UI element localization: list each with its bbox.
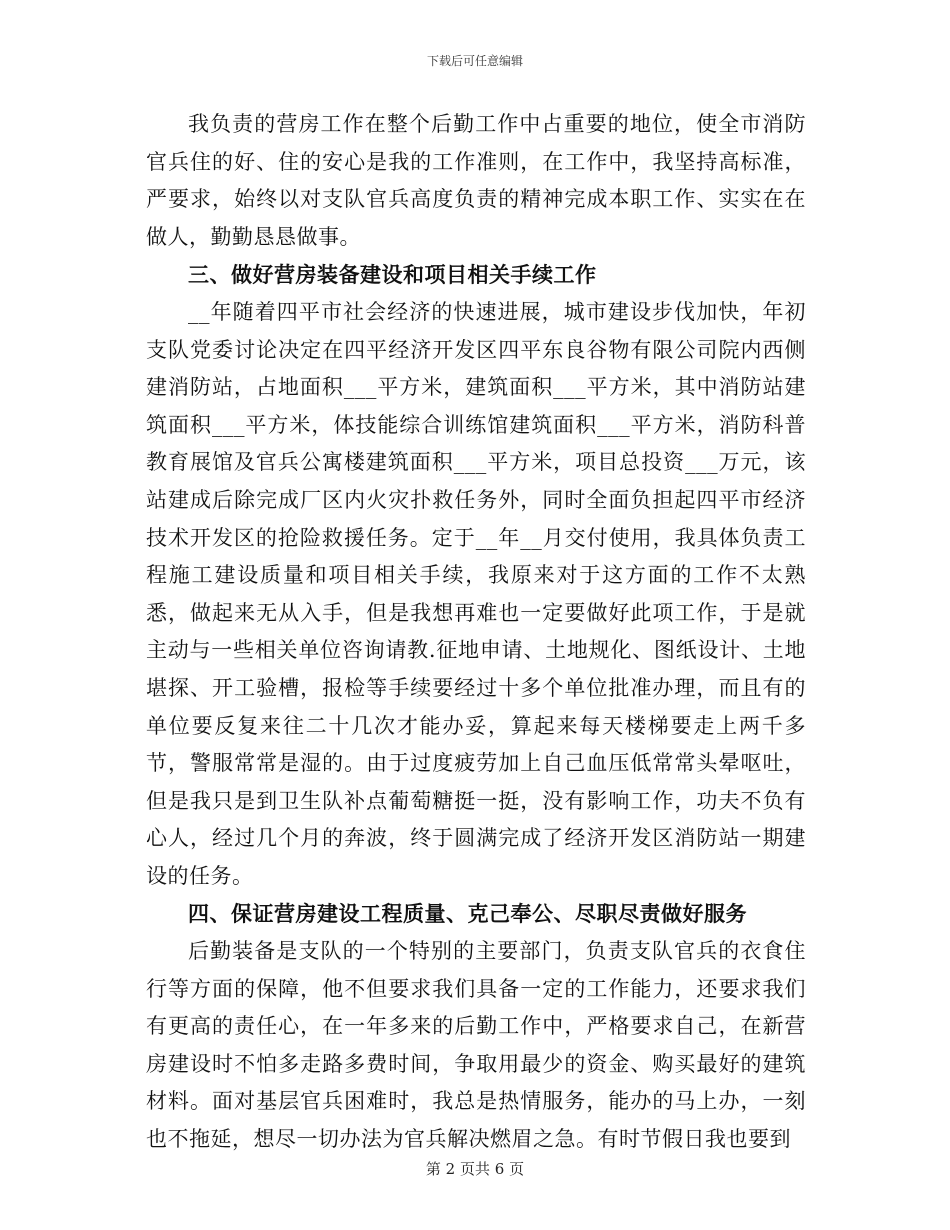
document-body (146, 106, 806, 1159)
page-number: 第 2 页共 6 页 (425, 1160, 525, 1178)
paragraph-section-4: 后勤装备是支队的一个特别的主要部门，负责支队官兵的衣食住行等方面的保障，他不但要求我们具备一定的工作能力，还要求我们有更高的责任心，在一年多来的后勤工作中，严格要求自己，在新营房建设时不怕多走路多费时间，争取用最少的资金、购买最好的建筑材料。面对基层官兵困难时，我总是热情服务，能办的马上办，一刻也不拖延，想尽一切办法为官兵解决燃眉之急。有时节假日我也要到 (146, 939, 806, 1152)
section-heading-4: 四、保证营房建设工程质量、克己奉公、尽职尽责做好服务 (188, 901, 747, 927)
paragraph-section-3: __年随着四平市社会经济的快速进展，城市建设步伐加快，年初支队党委讨论决定在四平经济开发区四平东良谷物有限公司院内西侧建消防站，占地面积___平方米，建筑面积___平方米，其中消防站建筑面积___平方米，体技能综合训练馆建筑面积___平方米，消防科普教育展馆及官兵公寓楼建筑面积___平方米，项目总投资___万元，该站建成后除完成厂区内火灾扑救任务外，同时全面负担起四平市经济技术开发区的抢险救援任务。定于__年__月交付使用，我具体负责工程施工建设质量和项目相关手续，我原来对于这方面的工作不太熟悉，做起来无从入手，但是我想再难也一定要做好此项工作，于是就主动与一些相关单位咨询请教.征地申请、土地规化、图纸设计、土地堪探、开工验槽，报检等手续要经过十多个单位批准办理，而且有的单位要反复来往二十几次才能办妥，算起来每天楼梯要走上两千多节，警服常常是湿的。由于过度疲劳加上自己血压低常常头晕呕吐，但是我只是到卫生队补点葡萄糖挺一挺，没有影响工作，功夫不负有心人，经过几个月的奔波，终于圆满完成了经济开发区消防站一期建设的任务。 (146, 299, 806, 888)
page-header: 下载后可任意编辑 (426, 54, 523, 68)
paragraph-intro: 我负责的营房工作在整个后勤工作中占重要的地位，使全市消防官兵住的好、住的安心是我的工作准则，在工作中，我坚持高标准，严要求，始终以对支队官兵高度负责的精神完成本职工作、实实在在做人，勤勤恳恳做事。 (146, 112, 806, 249)
section-heading-3: 三、做好营房装备建设和项目相关手续工作 (188, 262, 597, 288)
